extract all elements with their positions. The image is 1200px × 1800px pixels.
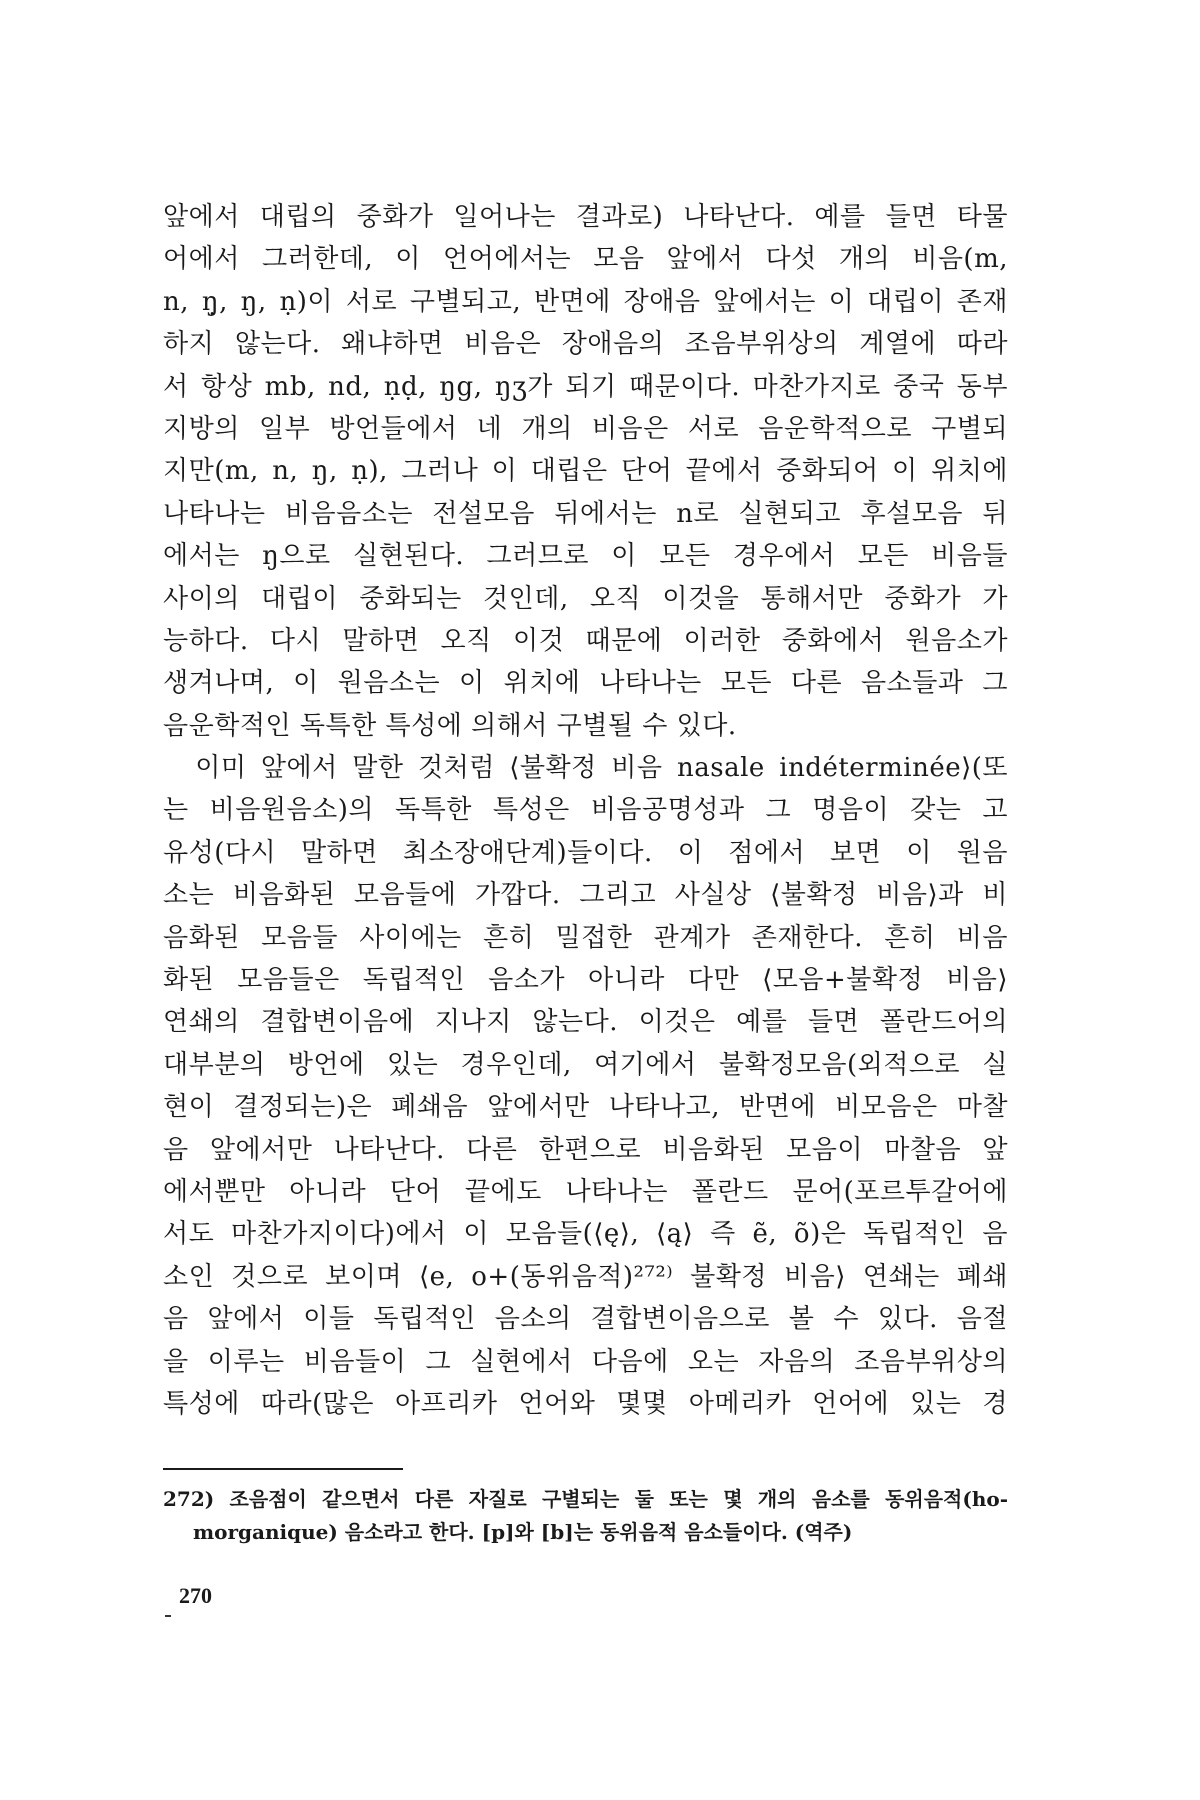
text-line: 나타나는 비음음소는 전설모음 뒤에서는 n로 실현되고 후설모음 뒤 [163, 498, 1008, 529]
text-line: 화된 모음들은 독립적인 음소가 아니라 다만 ⟨모음+불확정 비음⟩ [163, 965, 1008, 996]
text-line: 는 비음원음소)의 독특한 특성은 비음공명성과 그 명음이 갖는 고 [163, 795, 1008, 826]
footnote-divider [163, 1468, 403, 1470]
text-line: n, ŋ̣, ŋ, ṇ)이 서로 구별되고, 반면에 장애음 앞에서는 이 대립이 존재 [163, 286, 1008, 317]
text-line: 음 앞에서 이들 독립적인 음소의 결합변이음으로 볼 수 있다. 음절 [163, 1304, 1008, 1335]
scan-mark [165, 1615, 171, 1617]
footnote-line: morganique) 음소라고 한다. [p]와 [b]는 동위음적 음소들이다. (역주) [193, 1520, 853, 1544]
text-line: 어에서 그러한데, 이 언어에서는 모음 앞에서 다섯 개의 비음(m, [163, 244, 1008, 275]
text-line: 특성에 따라(많은 아프리카 언어와 몇몇 아메리카 언어에 있는 경 [163, 1388, 1008, 1419]
text-line: 현이 결정되는)은 폐쇄음 앞에서만 나타나고, 반면에 비모음은 마찰 [163, 1092, 1008, 1123]
text-line: 사이의 대립이 중화되는 것인데, 오직 이것을 통해서만 중화가 가 [163, 583, 1008, 614]
text-line: 음 앞에서만 나타난다. 다른 한편으로 비음화된 모음이 마찰음 앞 [163, 1134, 1008, 1165]
text-line: 소는 비음화된 모음들에 가깝다. 그리고 사실상 ⟨불확정 비음⟩과 비 [163, 880, 1008, 911]
text-line: 을 이루는 비음들이 그 실현에서 다음에 오는 자음의 조음부위상의 [163, 1346, 1008, 1377]
text-line: 서도 마찬가지이다)에서 이 모음들(⟨ę⟩, ⟨ą⟩ 즉 ẽ, õ)은 독립적인 음 [163, 1219, 1008, 1250]
text-line: 연쇄의 결합변이음에 지나지 않는다. 이것은 예를 들면 폴란드어의 [163, 1007, 1008, 1038]
text-line: 하지 않는다. 왜냐하면 비음은 장애음의 조음부위상의 계열에 따라 [163, 329, 1008, 360]
text-line: 서 항상 mb, nd, ṇḍ, ŋg, ŋʒ가 되기 때문이다. 마찬가지로 중국 동부 [163, 371, 1008, 402]
text-line: 에서는 ŋ으로 실현된다. 그러므로 이 모든 경우에서 모든 비음들 [163, 541, 1008, 572]
text-line: 앞에서 대립의 중화가 일어나는 결과로) 나타난다. 예를 들면 타물 [163, 202, 1008, 232]
text-line: 음화된 모음들 사이에는 흔히 밀접한 관계가 존재한다. 흔히 비음 [163, 922, 1008, 953]
text-line: 생겨나며, 이 원음소는 이 위치에 나타나는 모든 다른 음소들과 그 [163, 668, 1008, 699]
text-line: 능하다. 다시 말하면 오직 이것 때문에 이러한 중화에서 원음소가 [163, 625, 1008, 656]
page-number: 270 [179, 1583, 212, 1608]
text-line: 이미 앞에서 말한 것처럼 ⟨불확정 비음 nasale indéterminée⟩(또 [163, 753, 1008, 784]
text-line: 지만(m, n, ŋ, ṇ), 그러나 이 대립은 단어 끝에서 중화되어 이 위치에 [163, 456, 1008, 487]
text-line: 대부분의 방언에 있는 경우인데, 여기에서 불확정모음(외적으로 실 [163, 1049, 1008, 1080]
text-line: 에서뿐만 아니라 단어 끝에도 나타나는 폴란드 문어(포르투갈어에 [163, 1176, 1008, 1207]
footnotes [163, 1483, 1008, 1549]
body-text [163, 196, 1008, 1425]
text-line: 유성(다시 말하면 최소장애단계)들이다. 이 점에서 보면 이 원음 [163, 837, 1008, 868]
text-line: 소인 것으로 보이며 ⟨e, o+(동위음적)²⁷²⁾ 불확정 비음⟩ 연쇄는 폐쇄 [163, 1261, 1008, 1292]
text-line: 지방의 일부 방언들에서 네 개의 비음은 서로 음운학적으로 구별되 [163, 413, 1008, 444]
footnote-line: 272) 조음점이 같으면서 다른 자질로 구별되는 둘 또는 몇 개의 음소를 동위음적(ho- [163, 1487, 1008, 1511]
text-line: 음운학적인 독특한 특성에 의해서 구별될 수 있다. [163, 710, 737, 741]
